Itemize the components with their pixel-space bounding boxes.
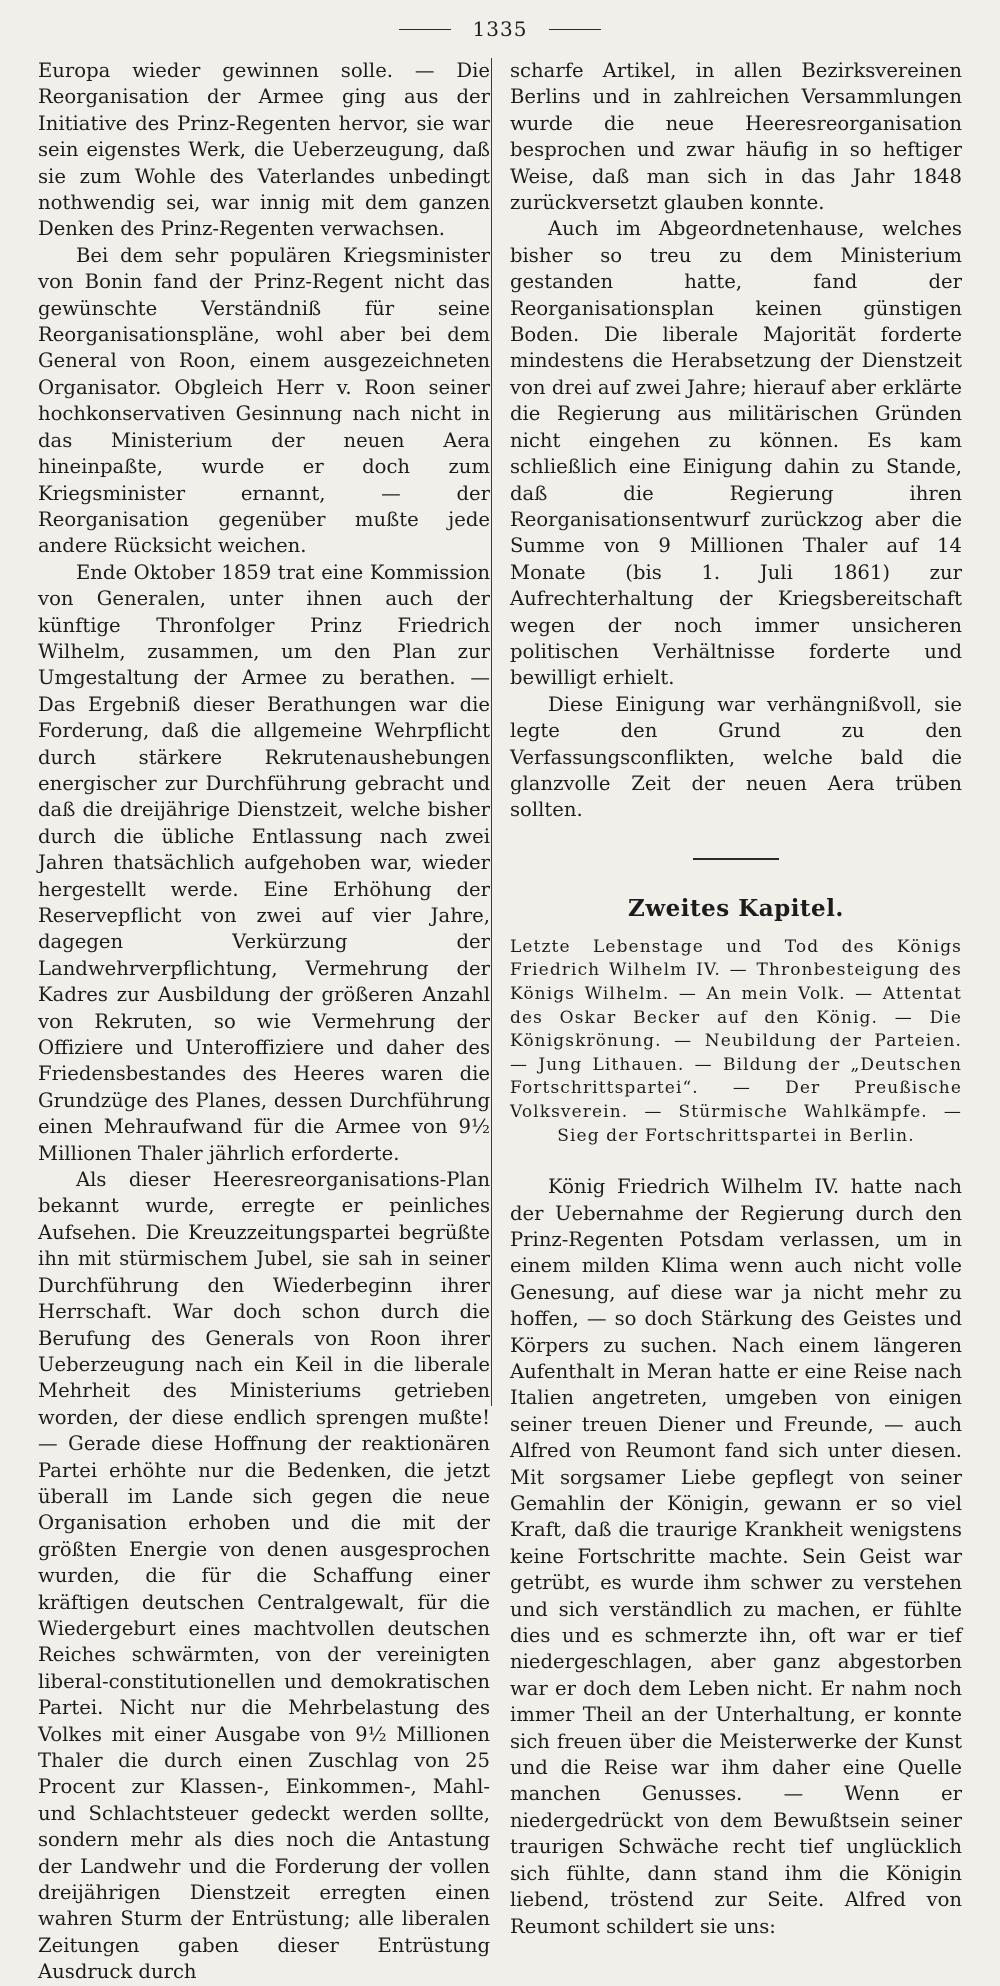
section-divider-rule xyxy=(693,858,779,860)
header-rule-left xyxy=(399,29,451,30)
chapter-summary: Letzte Lebenstage und Tod des Königs Friedrich Wilhelm IV. — Thronbesteigung des Königs Wilhelm. — An mein Volk. — Attentat des Oskar Becker auf den König. — Die Königskrönung. — Neubildung der Parteien. — Jung Lithauen. — Bildung der „Deutschen Fortschrittspartei“. — Der Preußische Volksverein. — Stürmische Wahlkämpfe. — Sieg der Fortschrittspartei in Berlin. xyxy=(510,936,962,1146)
left-paragraph-2: Bei dem sehr populären Kriegsminister von Bonin fand der Prinz-Regent nicht das gewünschte Verständniß für seine Reorganisationspläne, wohl aber bei dem General von Roon, einem ausgezeichneten Organisator. Obgleich Herr v. Roon seiner hochkonservativen Gesinnung nach nicht in das Ministerium der neuen Aera hineinpaßte, wurde er doch zum Kriegsminister ernannt, — der Reorganisation gegenüber mußte jede andere Rücksicht weichen. xyxy=(38,243,490,558)
left-paragraph-3: Ende Oktober 1859 trat eine Kommission von Generalen, unter ihnen auch der künftige Thronfolger Prinz Friedrich Wilhelm, zusammen, um den Plan zur Umgestaltung der Armee zu berathen. — Das Ergebniß dieser Berathungen war die Forderung, daß die allgemeine Wehrpflicht durch stärkere Rekrutenaushebungen energischer zur Durchführung gebracht und daß die dreijährige Dienstzeit, welche bisher durch die übliche Entlassung nach zwei Jahren thatsächlich aufgehoben war, wieder hergestellt werde. Eine Erhöhung der Reservepflicht von zwei auf vier Jahre, dagegen Verkürzung der Landwehrverpflichtung, Vermehrung der Kadres zur Ausbildung der größeren Anzahl von Rekruten, so wie Vermehrung der Offiziere und Unteroffiziere und daher des Friedensbestandes des Heeres waren die Grundzüge des Planes, dessen Durchführung einen Mehraufwand für die Armee von 9½ Millionen Thaler jährlich erforderte. xyxy=(38,560,490,1165)
column-divider xyxy=(491,58,492,1406)
right-column xyxy=(510,58,962,1940)
left-column xyxy=(38,58,490,1986)
page-header xyxy=(0,14,1000,44)
chapter-title: Zweites Kapitel. xyxy=(628,894,844,922)
page-number: 1335 xyxy=(472,17,528,41)
chapter-paragraph-1: König Friedrich Wilhelm IV. hatte nach der Uebernahme der Regierung durch den Prinz-Regenten Potsdam verlassen, um in einem milden Klima wenn auch nicht volle Genesung, auf diese war ja nicht mehr zu hoffen, — so doch Stärkung des Geistes und Körpers zu suchen. Nach einem längeren Aufenthalt in Meran hatte er eine Reise nach Italien angetreten, umgeben von einigen seiner treuen Diener und Freunde, — auch Alfred von Reumont fand sich unter diesen. Mit sorgsamer Liebe gepflegt von seiner Gemahlin der Königin, gewann er so viel Kraft, daß die traurige Krankheit wenigstens keine Fortschritte machte. Sein Geist war getrübt, es wurde ihm schwer zu verstehen und sich verständlich zu machen, er fühlte dies und es schmerzte ihn, oft war er tief niedergeschlagen, aber ganz abgestorben war er doch dem Leben nicht. Er nahm noch immer Theil an der Unterhaltung, er konnte sich freuen über die Meisterwerke der Kunst und die Reise war ihm daher eine Quelle manchen Genusses. — Wenn er niedergedrückt von dem Bewußtsein seiner traurigen Schwäche recht tief unglücklich sich fühlte, dann stand ihm die Königin liebend, tröstend zur Seite. Alfred von Reumont schildert sie uns: xyxy=(510,1175,962,1938)
right-paragraph-2: Auch im Abgeordnetenhause, welches bisher so treu zu dem Ministerium gestanden hatte, fand der Reorganisationsplan keinen günstigen Boden. Die liberale Majorität forderte mindestens die Herabsetzung der Dienstzeit von drei auf zwei Jahre; hierauf aber erklärte die Regierung aus militärischen Gründen nicht eingehen zu können. Es kam schließlich eine Einigung dahin zu Stande, daß die Regierung ihren Reorganisationsentwurf zurückzog aber die Summe von 9 Millionen Thaler auf 14 Monate (bis 1. Juli 1861) zur Aufrechterhaltung der Kriegsbereitschaft wegen der noch immer unsicheren politischen Verhältnisse forderte und bewilligt erhielt. xyxy=(510,217,962,690)
left-paragraph-4: Als dieser Heeresreorganisations-Plan bekannt wurde, erregte er peinliches Aufsehen. Die Kreuzzeitungspartei begrüßte ihn mit stürmischem Jubel, sie sah in seiner Durchführung den Wiederbeginn ihrer Herrschaft. War doch schon durch die Berufung des Generals von Roon ihrer Ueberzeugung nach ein Keil in die liberale Mehrheit des Ministeriums getrieben worden, der diese endlich sprengen mußte! — Gerade diese Hoffnung der reaktionären Partei erhöhte nur die Bedenken, die jetzt überall im Lande sich gegen die neue Organisation erhoben und die mit der größten Energie von denen ausgesprochen wurden, die für die Schaffung einer kräftigen deutschen Centralgewalt, für die Wiedergeburt eines machtvollen deutschen Reiches schwärmten, von der vereinigten liberal-constitutionellen und demokratischen Partei. Nicht nur die Mehrbelastung des Volkes mit einer Ausgabe von 9½ Millionen Thaler die durch einen Zuschlag von 25 Procent zur Klassen-, Einkommen-, Mahl- und Schlachtsteuer gedeckt werden sollte, sondern mehr als dies noch die Antastung der Landwehr und die Forderung der vollen dreijährigen Dienstzeit erregten einen wahren Sturm der Entrüstung; alle liberalen Zeitungen gaben dieser Entrüstung Ausdruck durch xyxy=(38,1168,490,1984)
right-paragraph-3: Diese Einigung war verhängnißvoll, sie legte den Grund zu den Verfassungsconflikten, welche bald die glanzvolle Zeit der neuen Aera trüben sollten. xyxy=(510,692,962,822)
left-paragraph-1: Europa wieder gewinnen solle. — Die Reorganisation der Armee ging aus der Initiative des Prinz-Regenten hervor, sie war sein eigenstes Werk, die Ueberzeugung, daß sie zum Wohle des Vaterlandes unbedingt nothwendig sei, war innig mit dem ganzen Denken des Prinz-Regenten verwachsen. xyxy=(38,59,490,241)
header-rule-right xyxy=(549,29,601,30)
right-paragraph-1: scharfe Artikel, in allen Bezirksvereinen Berlins und in zahlreichen Versammlungen wurde die neue Heeresreorganisation besprochen und zwar häufig in so heftiger Weise, daß man sich in das Jahr 1848 zurückversetzt glauben konnte. xyxy=(510,59,962,215)
